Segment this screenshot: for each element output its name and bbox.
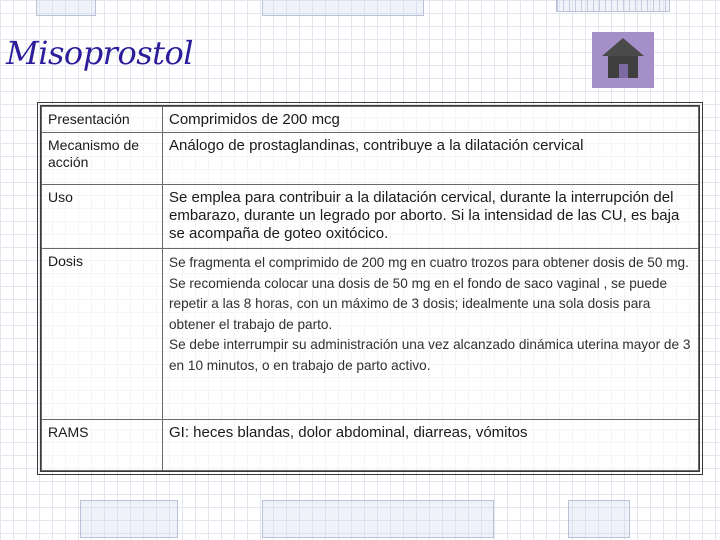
decorative-frame-bottom-left — [80, 500, 178, 538]
decorative-frame-top-right — [556, 0, 670, 12]
row-value-presentacion: Comprimidos de 200 mcg — [163, 107, 699, 133]
table-row-dosis — [42, 249, 699, 420]
row-label-uso: Uso — [42, 185, 163, 249]
decorative-frame-bottom-mid — [262, 500, 494, 538]
dosis-paragraph-3: Se debe interrumpir su administración una vez alcanzado dinámica uterina mayor de 3 en 10 minutos, o en trabajo de parto activo. — [169, 337, 691, 373]
drug-info-table — [40, 105, 700, 472]
table-row-presentacion — [42, 107, 699, 133]
row-label-mecanismo: Mecanismo de acción — [42, 133, 163, 185]
row-label-rams: RAMS — [42, 420, 163, 471]
decorative-frame-top-left — [36, 0, 96, 16]
house-icon — [592, 32, 654, 88]
slide-title: Misoprostol — [6, 34, 194, 72]
table-row-uso — [42, 185, 699, 249]
table-row-mecanismo — [42, 133, 699, 185]
decorative-frame-bottom-right — [568, 500, 630, 538]
row-value-dosis — [163, 249, 699, 420]
dosis-paragraph-2: Se recomienda colocar una dosis de 50 mg en el fondo de saco vaginal , se puede repetir a las 8 horas, con un máximo de 3 dosis; idealmente una sola dosis para obtener el trabajo de parto. — [169, 275, 668, 332]
dosis-paragraph-1: Se fragmenta el comprimido de 200 mg en cuatro trozos para obtener dosis de 50 mg. — [169, 255, 689, 270]
row-value-mecanismo: Análogo de prostaglandinas, contribuye a la dilatación cervical — [163, 133, 699, 185]
row-value-rams: GI: heces blandas, dolor abdominal, diarreas, vómitos — [163, 420, 699, 471]
decorative-frame-top-mid — [262, 0, 424, 16]
home-button[interactable] — [592, 32, 654, 88]
row-label-dosis: Dosis — [42, 249, 163, 420]
row-value-uso: Se emplea para contribuir a la dilatación cervical, durante la interrupción del embarazo, durante un legrado por aborto. Si la intensidad de las CU, es baja se acompaña de goteo oxitócico. — [163, 185, 699, 249]
table-row-rams — [42, 420, 699, 471]
row-label-presentacion: Presentación — [42, 107, 163, 133]
